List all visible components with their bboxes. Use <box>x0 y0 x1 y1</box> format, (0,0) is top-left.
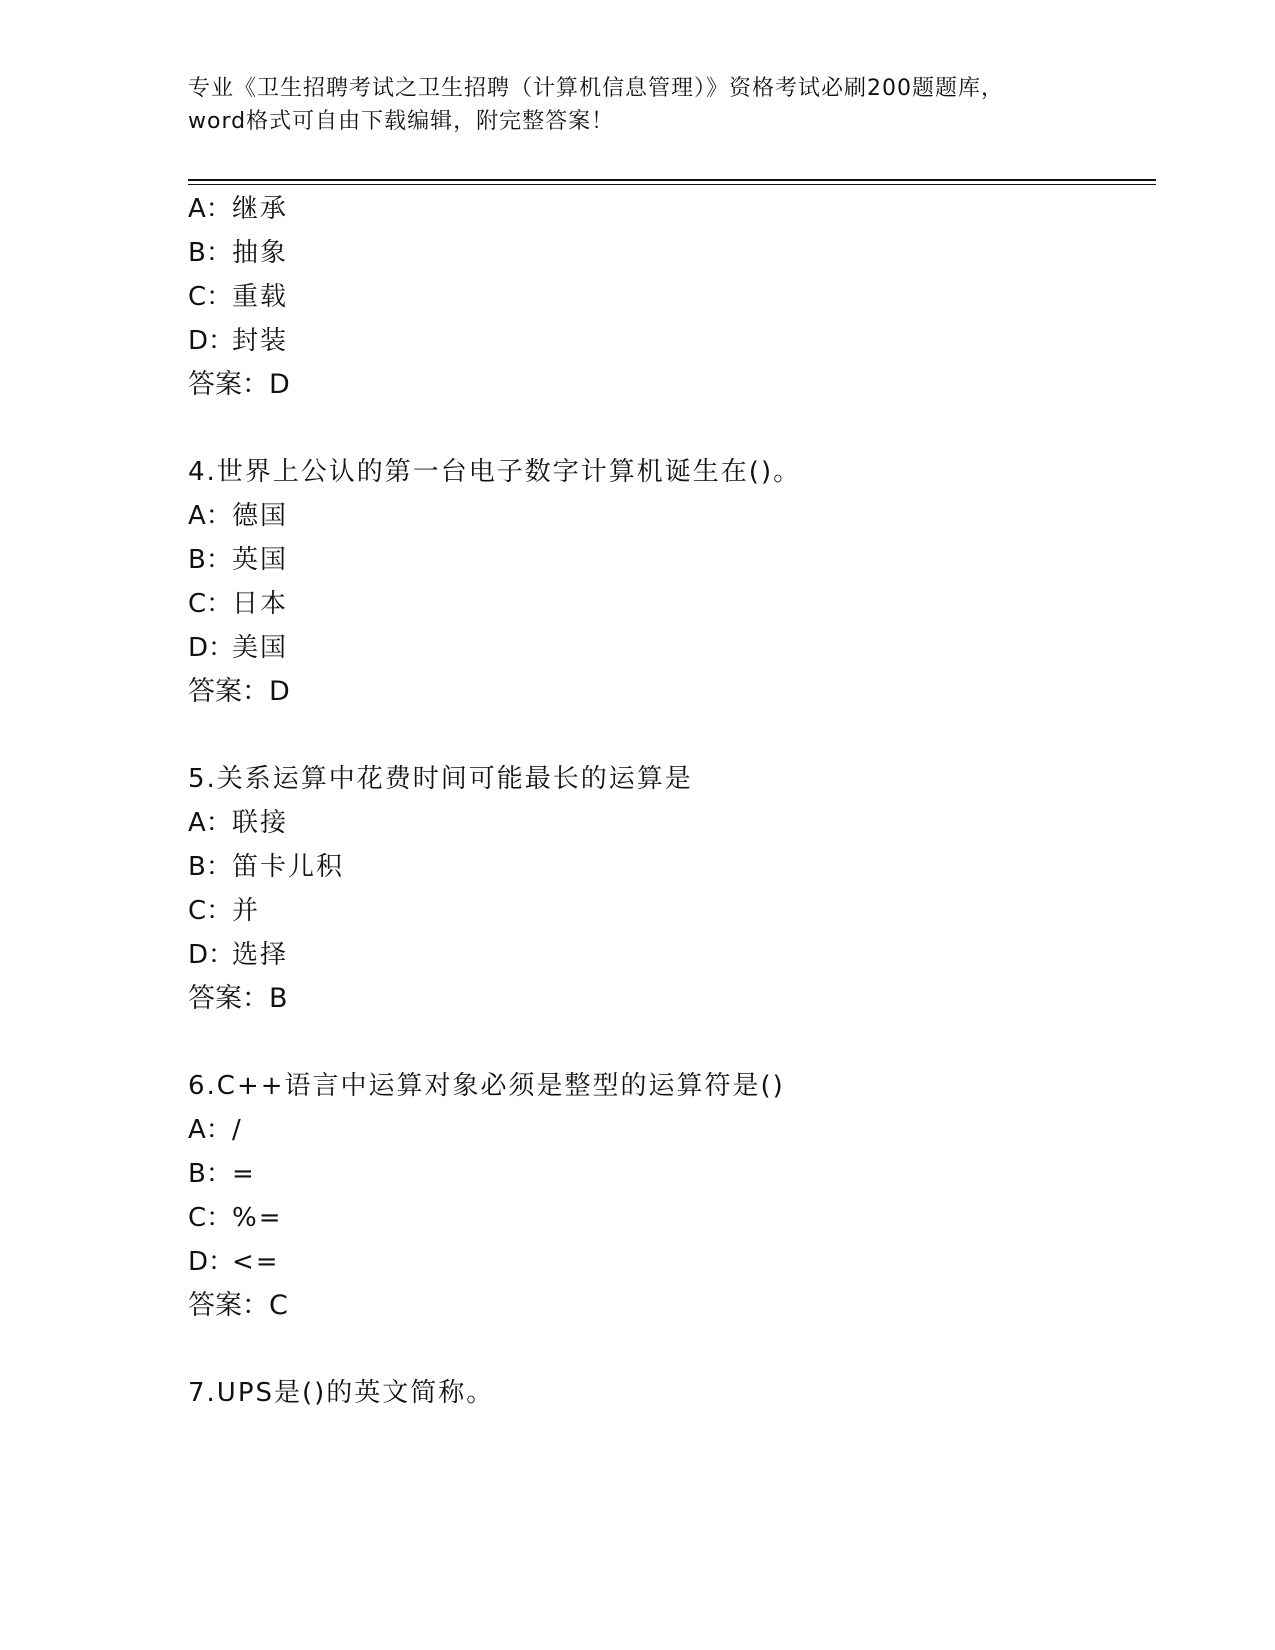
q6-option-b: B：= <box>188 1159 256 1189</box>
q6-answer: 答案：C <box>188 1290 288 1321</box>
q5-option-b: B：笛卡儿积 <box>188 852 345 882</box>
q5-question: 5.关系运算中花费时间可能最长的运算是 <box>188 764 693 794</box>
q3-option-b: B：抽象 <box>188 238 289 268</box>
header-divider-thin <box>188 184 1156 185</box>
q4-question: 4.世界上公认的第一台电子数字计算机诞生在()。 <box>188 457 802 487</box>
q4-option-c: C：日本 <box>188 589 289 619</box>
q6-option-a: A：/ <box>188 1115 243 1145</box>
header-line-1: 专业《卫生招聘考试之卫生招聘（计算机信息管理）》资格考试必刷200题题库， <box>188 76 1004 101</box>
q6-option-d: D：<= <box>188 1247 280 1277</box>
q5-option-c: C：并 <box>188 896 261 926</box>
q4-option-a: A：德国 <box>188 501 289 531</box>
q6-option-c: C：%= <box>188 1203 283 1233</box>
q7-question: 7.UPS是()的英文简称。 <box>188 1378 495 1408</box>
q6-question: 6.C++语言中运算对象必须是整型的运算符是() <box>188 1071 785 1101</box>
q4-option-b: B：英国 <box>188 545 289 575</box>
q4-option-d: D：美国 <box>188 633 289 663</box>
q3-answer: 答案：D <box>188 369 290 400</box>
header-divider <box>188 179 1156 181</box>
header-line-2: word格式可自由下载编辑，附完整答案！ <box>188 109 615 134</box>
q3-option-d: D：封装 <box>188 326 289 356</box>
q3-option-a: A：继承 <box>188 194 289 224</box>
q5-option-a: A：联接 <box>188 808 289 838</box>
q3-option-c: C：重载 <box>188 282 289 312</box>
q5-answer: 答案：B <box>188 983 288 1014</box>
document-header <box>188 72 1088 138</box>
q4-answer: 答案：D <box>188 676 290 707</box>
q5-option-d: D：选择 <box>188 940 289 970</box>
